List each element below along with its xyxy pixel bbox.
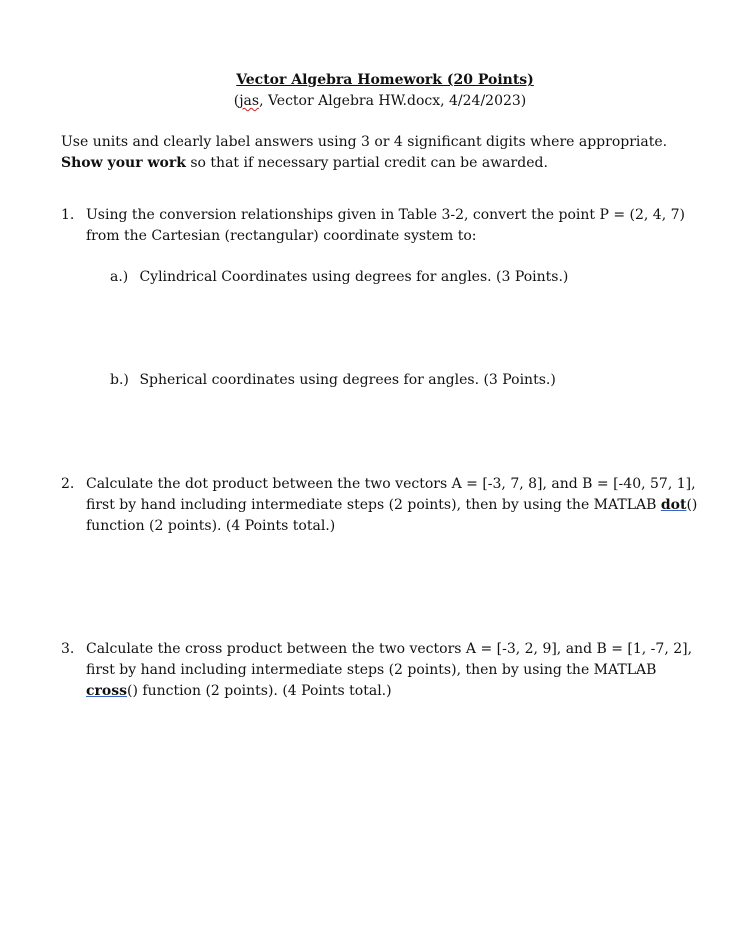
question-1a (110, 267, 670, 288)
instructions-paragraph (61, 132, 701, 174)
question-2-text (86, 474, 701, 537)
instructions-part2: so that if necessary partial credit can be awarded. (185, 155, 548, 171)
subtitle-open-paren: ( (233, 93, 240, 109)
question-1-text: Using the conversion relationships given in Table 3-2, convert the point P = (2, 4, 7) from the Cartesian (rectangular) coordinate system to: (86, 207, 685, 244)
instructions-part1: Use units and clearly label answers using 3 or 4 significant digits where appropriate. (61, 134, 668, 150)
question-1b (110, 370, 670, 391)
question-1b-text: Spherical coordinates using degrees for angles. (3 Points.) (139, 372, 556, 388)
subtitle-author: jas (239, 93, 260, 109)
question-1a-label: a.) (110, 269, 129, 285)
question-2-function: dot (660, 497, 687, 513)
question-1b-label: b.) (110, 372, 129, 388)
question-3-text-after: () function (2 points). (4 Points total.) (127, 683, 392, 699)
question-1 (61, 205, 701, 247)
question-3-number: 3. (61, 641, 75, 657)
instructions-bold: Show your work (61, 155, 186, 171)
question-3-text-before: Calculate the cross product between the two vectors A = [-3, 2, 9], and B = [1, -7, 2], first by hand including intermediate steps (2 points), then by using the MATLAB (86, 641, 693, 678)
question-2-text-before: Calculate the dot product between the two vectors A = [-3, 7, 8], and B = [-40, 57, 1], first by hand including intermediate steps (2 points), then by using the MATLAB (86, 476, 696, 513)
question-1a-text: Cylindrical Coordinates using degrees for angles. (3 Points.) (139, 269, 569, 285)
question-1-number: 1. (61, 207, 75, 223)
question-2-text-after: () function (2 points). (4 Points total.) (86, 497, 698, 534)
document-title: Vector Algebra Homework (20 Points) (236, 72, 534, 88)
subtitle-rest: , Vector Algebra HW.docx, 4/24/2023) (259, 93, 527, 109)
question-2 (61, 474, 701, 537)
question-3-text (86, 639, 701, 702)
question-3 (61, 639, 701, 702)
question-3-function: cross (86, 683, 128, 699)
question-2-number: 2. (61, 476, 75, 492)
document-subtitle (0, 91, 745, 112)
